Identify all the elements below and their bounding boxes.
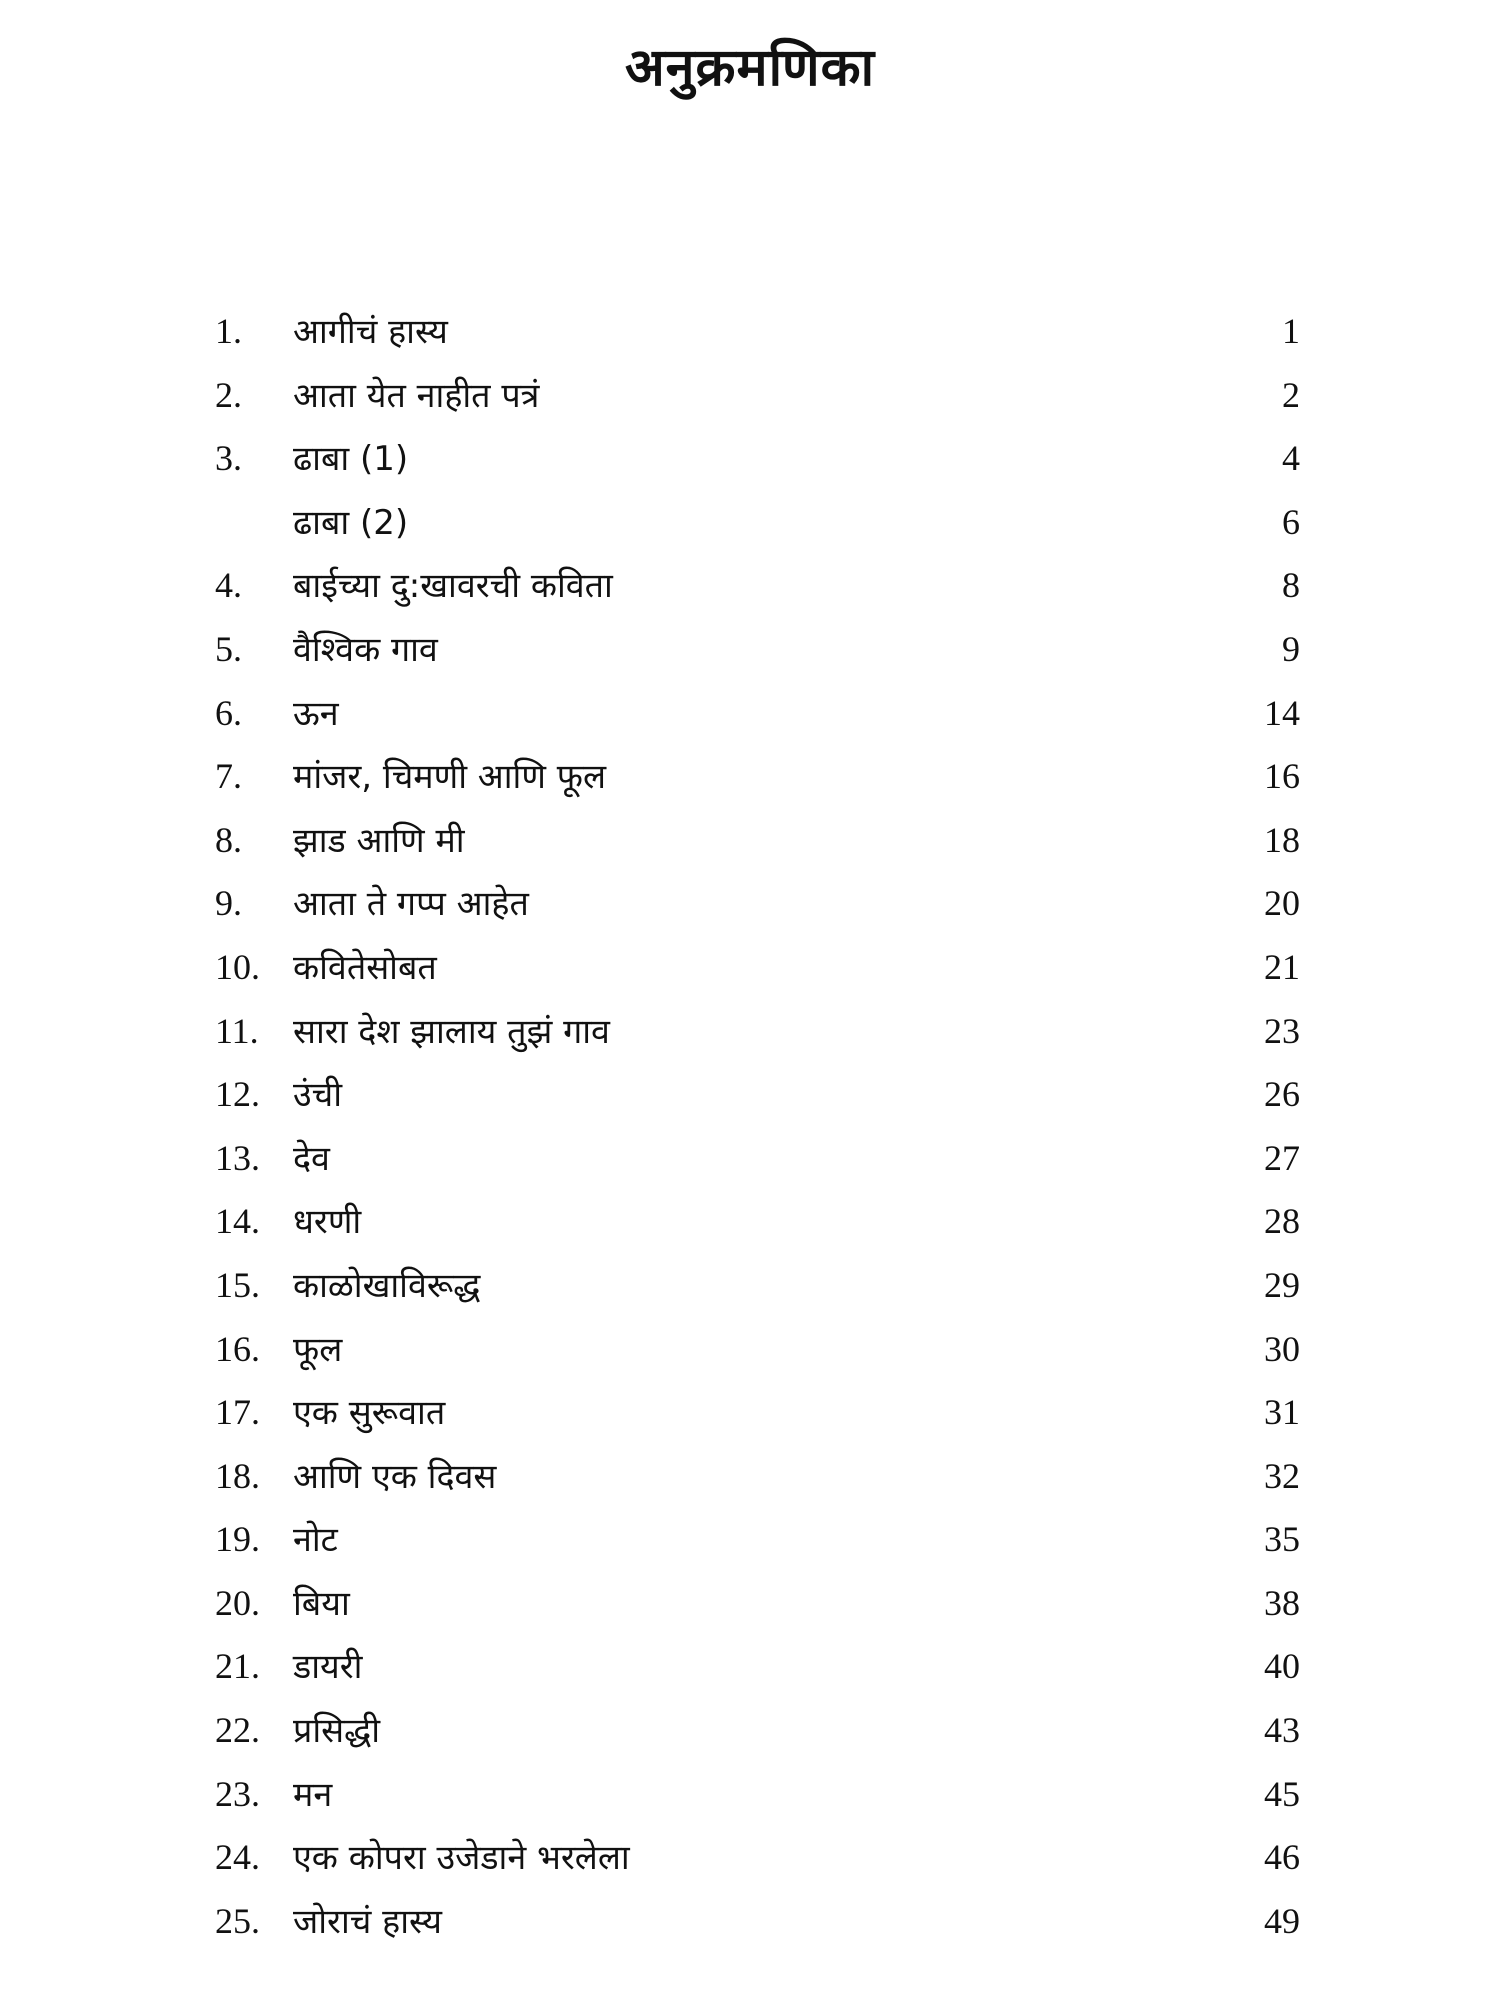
toc-entry-page: 35: [1264, 1519, 1300, 1560]
toc-entry-title: मांजर, चिमणी आणि फूल: [293, 757, 607, 798]
toc-entry: [215, 1127, 1300, 1191]
toc-entry-page: 2: [1282, 374, 1300, 415]
toc-entry-number: 4.: [215, 565, 242, 606]
toc-entry: [215, 745, 1300, 809]
toc-entry-page: 9: [1282, 628, 1300, 669]
toc-entry-title: धरणी: [293, 1202, 362, 1243]
toc-entry-page: 49: [1264, 1900, 1300, 1941]
toc-entry: [215, 1890, 1300, 1954]
toc-entry-page: 18: [1264, 819, 1300, 860]
toc-entry: [215, 1190, 1300, 1254]
toc-entry-page: 4: [1282, 438, 1300, 479]
toc-entry: [215, 1763, 1300, 1827]
toc-entry: [215, 1000, 1300, 1064]
page-title: अनुक्रमणिका: [624, 37, 876, 98]
table-of-contents: [215, 300, 1300, 1953]
toc-entry-title: एक सुरूवात: [293, 1393, 446, 1434]
toc-entry-title: कवितेसोबत: [293, 947, 437, 988]
toc-entry: [215, 491, 1300, 555]
toc-entry: [215, 872, 1300, 936]
toc-entry-number: 13.: [215, 1137, 260, 1178]
toc-entry-number: 12.: [215, 1074, 260, 1115]
toc-entry-title: उंची: [293, 1075, 343, 1116]
toc-entry-number: 3.: [215, 438, 242, 479]
toc-entry-number: 21.: [215, 1646, 260, 1687]
toc-entry-page: 38: [1264, 1582, 1300, 1623]
toc-entry: [215, 1826, 1300, 1890]
toc-entry-title: आगीचं हास्य: [293, 312, 448, 352]
toc-entry-title: वैश्विक गाव: [293, 629, 438, 670]
toc-entry: [215, 554, 1300, 618]
toc-entry-title: बाईच्या दु:खावरची कविता: [293, 566, 613, 607]
toc-entry: [215, 682, 1300, 746]
toc-entry-number: 22.: [215, 1710, 260, 1751]
toc-entry: [215, 936, 1300, 1000]
toc-entry: [215, 1381, 1300, 1445]
toc-entry-title: आता ते गप्प आहेत: [293, 884, 529, 925]
toc-entry-number: 16.: [215, 1328, 260, 1369]
toc-entry-number: 15.: [215, 1264, 260, 1305]
toc-entry-page: 27: [1264, 1137, 1300, 1178]
toc-entry-title: आणि एक दिवस: [293, 1456, 497, 1497]
toc-entry-number: 9.: [215, 883, 242, 924]
toc-entry: [215, 1318, 1300, 1382]
toc-entry-title: प्रसिद्धी: [293, 1711, 381, 1752]
toc-entry-number: 8.: [215, 819, 242, 860]
toc-entry-page: 43: [1264, 1710, 1300, 1751]
toc-entry-title: आता येत नाहीत पत्रं: [293, 375, 540, 416]
toc-entry-title: डायरी: [293, 1647, 363, 1688]
toc-entry-title: मन: [293, 1774, 333, 1815]
toc-entry-page: 45: [1264, 1773, 1300, 1814]
toc-entry-page: 6: [1282, 501, 1300, 542]
toc-entry-title: जोराचं हास्य: [293, 1901, 442, 1942]
toc-entry-number: 19.: [215, 1519, 260, 1560]
toc-entry-number: 14.: [215, 1201, 260, 1242]
toc-entry: [215, 1699, 1300, 1763]
toc-entry-number: 11.: [215, 1010, 259, 1051]
toc-entry-page: 8: [1282, 565, 1300, 606]
toc-entry-title: नोट: [293, 1520, 338, 1561]
toc-entry-page: 20: [1264, 883, 1300, 924]
toc-entry-page: 31: [1264, 1392, 1300, 1433]
toc-entry: [215, 1254, 1300, 1318]
toc-entry-number: 20.: [215, 1582, 260, 1623]
toc-entry: [215, 1635, 1300, 1699]
toc-entry-page: 21: [1264, 946, 1300, 987]
toc-entry-page: 16: [1264, 756, 1300, 797]
toc-entry: [215, 1063, 1300, 1127]
toc-entry-number: 25.: [215, 1900, 260, 1941]
toc-entry-title: सारा देश झालाय तुझं गाव: [293, 1011, 610, 1052]
toc-entry-page: 30: [1264, 1328, 1300, 1369]
toc-entry-page: 29: [1264, 1264, 1300, 1305]
toc-entry-title: बिया: [293, 1583, 350, 1624]
toc-entry-title: ऊन: [293, 693, 339, 734]
toc-entry-page: 32: [1264, 1455, 1300, 1496]
toc-entry: [215, 1445, 1300, 1509]
toc-entry-number: 10.: [215, 946, 260, 987]
toc-entry-page: 1: [1282, 311, 1300, 351]
toc-entry-number: 2.: [215, 374, 242, 415]
toc-entry-title: काळोखाविरूद्ध: [293, 1265, 481, 1306]
toc-entry: [215, 618, 1300, 682]
toc-entry-title: झाड आणि मी: [293, 820, 465, 861]
toc-entry: [215, 364, 1300, 428]
toc-entry: [215, 427, 1300, 491]
toc-entry-title: एक कोपरा उजेडाने भरलेला: [293, 1838, 630, 1879]
toc-entry-page: 26: [1264, 1074, 1300, 1115]
toc-entry-page: 28: [1264, 1201, 1300, 1242]
toc-entry-page: 23: [1264, 1010, 1300, 1051]
toc-entry-number: 18.: [215, 1455, 260, 1496]
toc-entry-number: 23.: [215, 1773, 260, 1814]
toc-entry: [215, 300, 1300, 364]
toc-entry: [215, 809, 1300, 873]
toc-entry: [215, 1572, 1300, 1636]
toc-entry-page: 46: [1264, 1837, 1300, 1878]
toc-entry: [215, 1508, 1300, 1572]
toc-entry-title: फूल: [293, 1329, 343, 1370]
toc-entry-number: 5.: [215, 628, 242, 669]
toc-entry-title: ढाबा (2): [293, 502, 409, 543]
toc-entry-title: देव: [293, 1138, 330, 1179]
toc-entry-page: 14: [1264, 692, 1300, 733]
toc-entry-number: 7.: [215, 756, 242, 797]
toc-entry-number: 17.: [215, 1392, 260, 1433]
toc-entry-number: 1.: [215, 311, 242, 351]
toc-entry-page: 40: [1264, 1646, 1300, 1687]
toc-entry-number: 6.: [215, 692, 242, 733]
toc-entry-number: 24.: [215, 1837, 260, 1878]
toc-entry-title: ढाबा (1): [293, 439, 409, 480]
